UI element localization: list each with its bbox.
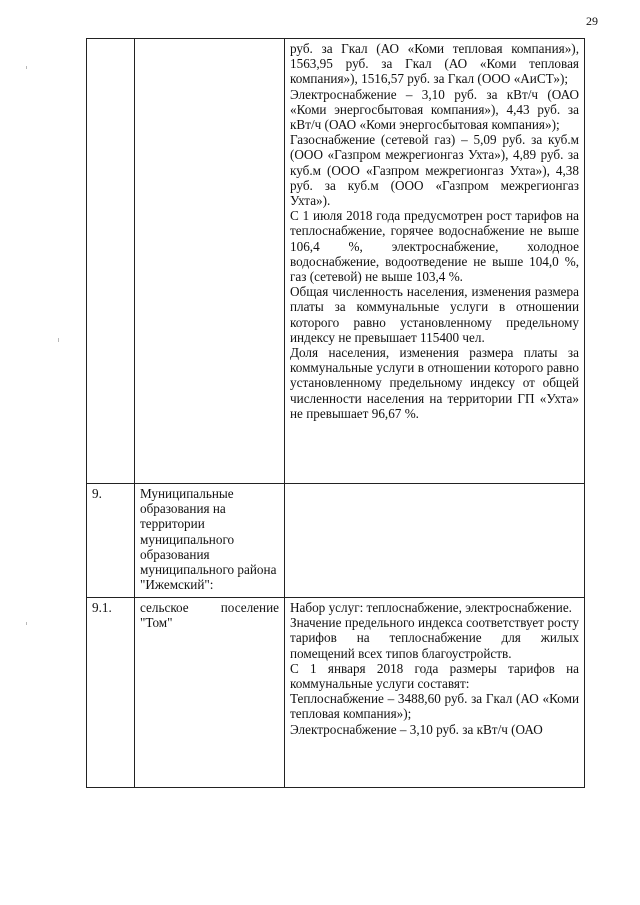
tariff-paragraph: Электроснабжение – 3,10 руб. за кВт/ч (ОАО «Коми энергосбытовая компания»), 4,43 руб. за кВт/ч (ОАО «Коми энергосбытовая компания»); xyxy=(290,86,579,133)
tariff-paragraph: руб. за Гкал (АО «Коми тепловая компания»), 1563,95 руб. за Гкал (АО «Коми тепловая компания»), 1516,57 руб. за Гкал (ООО «АиСТ»); xyxy=(290,41,579,87)
tariff-text-cell xyxy=(285,39,585,484)
tariff-paragraph: Набор услуг: теплоснабжение, электроснабжение. xyxy=(290,600,572,615)
tariff-paragraph: Газоснабжение (сетевой газ) – 5,09 руб. за куб.м (ООО «Газпром межрегионгаз Ухта»), 4,89 руб. за куб.м (ООО «Газпром межрегионгаз Ухта»), 4,38 руб. за куб.м (ООО «Газпром межрегионгаз Ухта»). xyxy=(290,132,579,209)
municipality-name-cell xyxy=(135,39,285,484)
tariff-text-cell xyxy=(285,598,585,788)
municipality-name: Муниципальные образования на территории муниципального образования муниципального района "Ижемский": xyxy=(140,486,277,593)
scan-mark xyxy=(58,338,59,342)
tariff-paragraph: Значение предельного индекса соответствует росту тарифов на теплоснабжение для жилых помещений всех типов благоустройств. xyxy=(290,615,579,661)
tariff-paragraph: Теплоснабжение – 3488,60 руб. за Гкал (АО «Коми тепловая компания»); xyxy=(290,691,579,722)
scan-mark xyxy=(26,66,27,69)
table-row xyxy=(87,484,585,598)
row-number-cell xyxy=(87,39,135,484)
row-number-cell: 9. xyxy=(87,484,135,598)
tariff-paragraph: Электроснабжение – 3,10 руб. за кВт/ч (ОАО xyxy=(290,721,543,737)
scan-mark xyxy=(26,622,27,625)
table-row xyxy=(87,39,585,484)
row-number-cell: 9.1. xyxy=(87,598,135,788)
municipality-name-cell xyxy=(135,598,285,788)
page-number: 29 xyxy=(586,14,598,28)
table-row xyxy=(87,598,585,788)
tariff-paragraph: С 1 июля 2018 года предусмотрен рост тарифов на теплоснабжение, горячее водоснабжение не выше 106,4 %, электроснабжение, холодное водоснабжение, водоотведение не выше 104,0 %, газ (сетевой) не выше 103,4 %. xyxy=(290,208,579,285)
municipality-name: сельское поселение "Том" xyxy=(140,600,279,631)
tariff-paragraph: Общая численность населения, изменения размера платы за коммунальные услуги в отношении которого равно установленному предельному индексу не превышает 115400 чел. xyxy=(290,284,579,345)
municipality-name-cell xyxy=(135,484,285,598)
tariff-paragraph: Доля населения, изменения размера платы за коммунальные услуги в отношении которого равно установленному предельному индексу от общей численности населения на территории ГП «Ухта» не превышает 96,67 %. xyxy=(290,345,579,421)
tariff-table xyxy=(86,38,585,788)
tariff-text-cell xyxy=(285,484,585,598)
tariff-paragraph: С 1 января 2018 года размеры тарифов на коммунальные услуги составят: xyxy=(290,660,579,692)
